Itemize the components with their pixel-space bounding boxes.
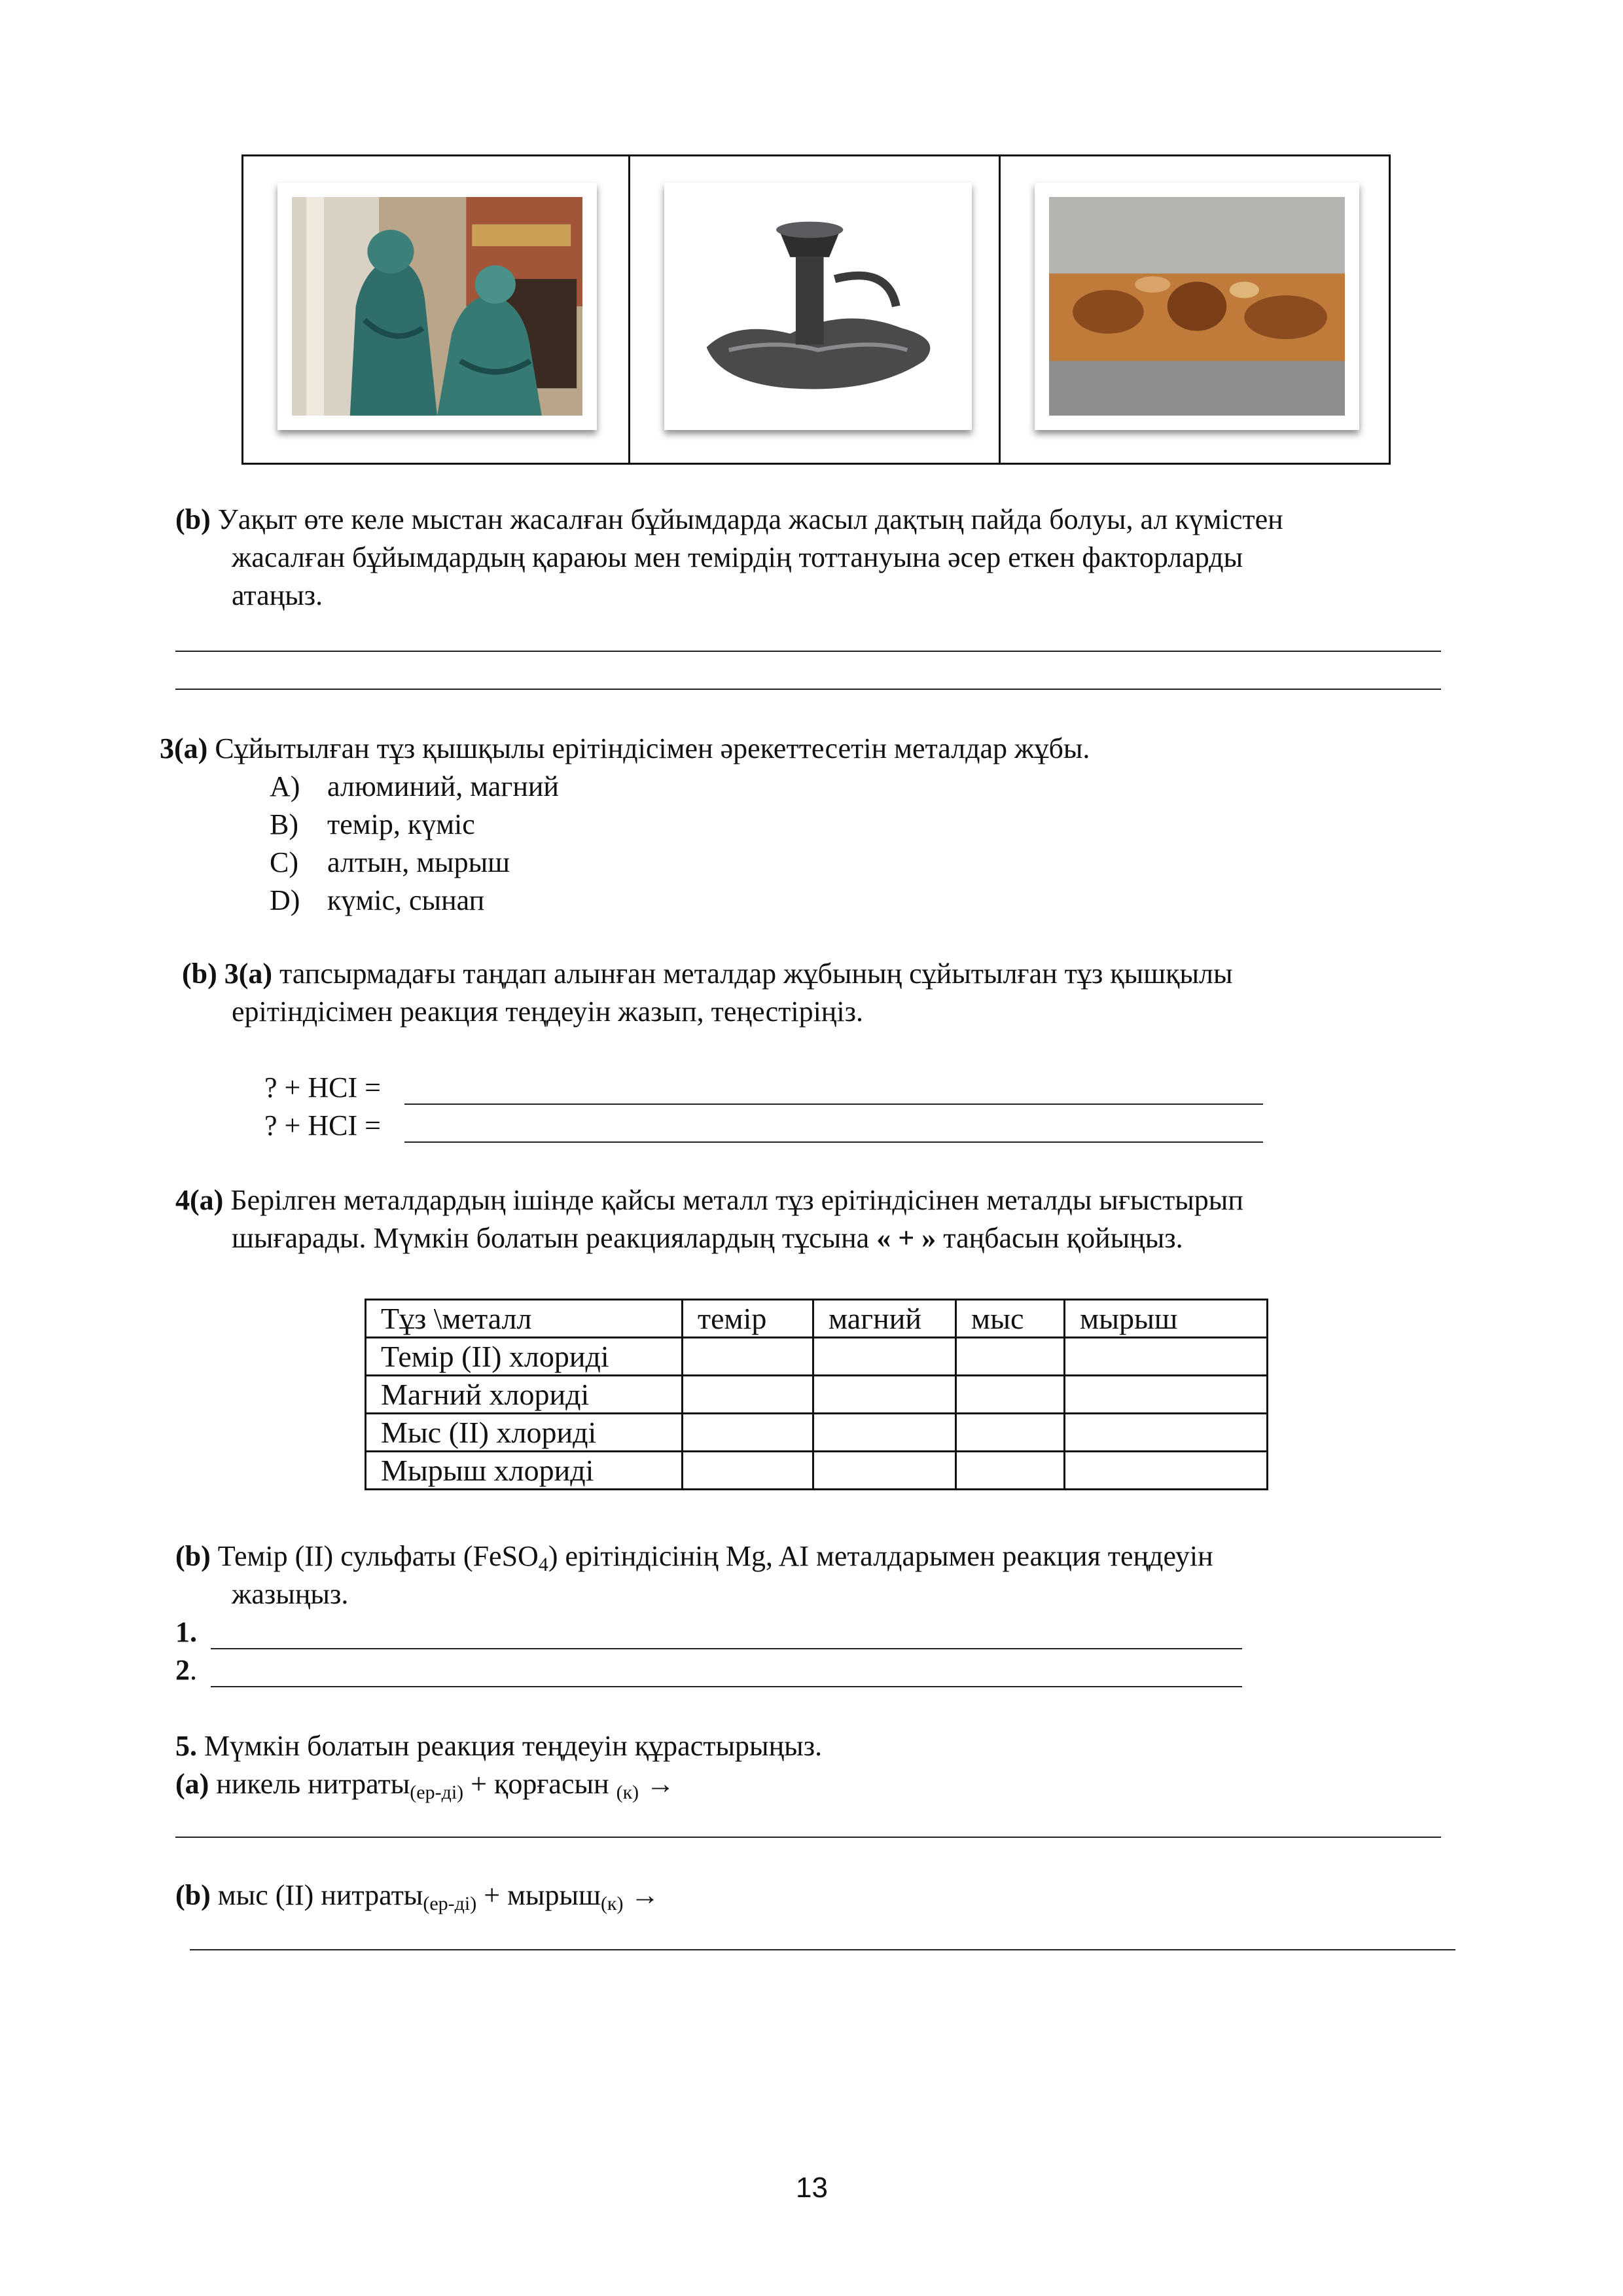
table-header-cell: мыс bbox=[956, 1300, 1065, 1338]
page-number: 13 bbox=[796, 2172, 828, 2204]
answer-number-2: 2. bbox=[175, 1654, 197, 1686]
q5b-reaction: (b) мыс (II) нитраты$_{(ер-ді)}$ + мырыш$_{(к)}$ → bbox=[175, 1879, 660, 1914]
rusty-pipe-photo bbox=[1035, 183, 1359, 430]
answer-cell[interactable] bbox=[1065, 1452, 1268, 1490]
answer-number-1: 1. bbox=[175, 1616, 197, 1648]
table-row bbox=[366, 1414, 1268, 1452]
row-label: Мырыш хлориді bbox=[366, 1452, 683, 1490]
q4b-line1: (b) Темір (II) сульфаты (FeSO$_4$) ерітіндісінің Mg, AI металдарымен реакция теңдеуін bbox=[175, 1540, 1213, 1575]
equation-2-answer-line[interactable] bbox=[404, 1141, 1263, 1143]
table-row bbox=[366, 1452, 1268, 1490]
image-cell bbox=[630, 156, 1001, 463]
table-row bbox=[366, 1376, 1268, 1414]
answer-line[interactable] bbox=[175, 651, 1441, 652]
row-label: Магний хлориді bbox=[366, 1376, 683, 1414]
q4a-line1: 4(а) Берілген металдардың ішінде қайсы металл тұз ерітіндісінен металды ығыстырып bbox=[175, 1184, 1243, 1216]
silver-candlestick-photo bbox=[664, 183, 972, 430]
equation-1-label: ? + HCI = bbox=[264, 1071, 381, 1103]
answer-cell[interactable] bbox=[683, 1338, 813, 1376]
q3b-line2: ерітіндісімен реакция теңдеуін жазып, теңестіріңіз. bbox=[232, 996, 863, 1028]
table-header-cell: мырыш bbox=[1065, 1300, 1268, 1338]
q5-question: 5. Мүмкін болатын реакция теңдеуін құрастырыңыз. bbox=[175, 1730, 823, 1762]
q5a-reaction: (a) никель нитраты$_{(ер-ді)}$ + қорғасын $_{(к)}$ → bbox=[175, 1768, 675, 1803]
option-b[interactable]: B) темір, күміс bbox=[270, 808, 475, 840]
answer-cell[interactable] bbox=[813, 1338, 956, 1376]
table-row bbox=[366, 1338, 1268, 1376]
equation-1-answer-line[interactable] bbox=[404, 1103, 1263, 1105]
option-c[interactable]: C) алтын, мырыш bbox=[270, 846, 510, 878]
answer-cell[interactable] bbox=[1065, 1376, 1268, 1414]
row-label: Мыс (II) хлориді bbox=[366, 1414, 683, 1452]
answer-cell[interactable] bbox=[1065, 1338, 1268, 1376]
row-label: Темір (II) хлориді bbox=[366, 1338, 683, 1376]
image-cell bbox=[243, 156, 630, 463]
option-d[interactable]: D) күміс, сынап bbox=[270, 884, 485, 916]
answer-cell[interactable] bbox=[813, 1376, 956, 1414]
image-cell bbox=[1001, 156, 1389, 463]
answer-line[interactable] bbox=[175, 689, 1441, 690]
q2b-line2: жасалған бұйымдардың қараюы мен темірдің тоттануына әсер еткен факторларды bbox=[232, 541, 1243, 573]
answer-cell[interactable] bbox=[956, 1338, 1065, 1376]
answer-cell[interactable] bbox=[956, 1376, 1065, 1414]
q2b-line1: (b) Уақыт өте келе мыстан жасалған бұйымдарда жасыл дақтың пайда болуы, ал күмістен bbox=[175, 503, 1283, 535]
table-header-cell: Тұз \металл bbox=[366, 1300, 683, 1338]
q3b-line1: (b) 3(a) тапсырмадағы таңдап алынған металдар жұбының сұйытылған тұз қышқылы bbox=[182, 958, 1233, 990]
image-table bbox=[241, 154, 1391, 465]
q5a-answer-line[interactable] bbox=[175, 1837, 1441, 1838]
table-header-cell: магний bbox=[813, 1300, 956, 1338]
q5b-answer-line[interactable] bbox=[190, 1949, 1455, 1950]
equation-2-label: ? + HCI = bbox=[264, 1109, 381, 1141]
answer-cell[interactable] bbox=[813, 1452, 956, 1490]
answer-cell[interactable] bbox=[956, 1414, 1065, 1452]
bronze-statues-photo bbox=[277, 183, 597, 430]
q3a-question: 3(а) Сұйытылған тұз қышқылы ерітіндісімен әрекеттесетін металдар жұбы. bbox=[160, 732, 1090, 764]
answer-line-1[interactable] bbox=[211, 1648, 1242, 1649]
answer-cell[interactable] bbox=[956, 1452, 1065, 1490]
option-a[interactable]: A) алюминий, магний bbox=[270, 770, 559, 802]
q2b-line3: атаңыз. bbox=[232, 579, 323, 611]
salt-metal-table bbox=[365, 1299, 1268, 1490]
answer-cell[interactable] bbox=[813, 1414, 956, 1452]
answer-cell[interactable] bbox=[1065, 1414, 1268, 1452]
answer-cell[interactable] bbox=[683, 1376, 813, 1414]
q4a-line2: шығарады. Мүмкін болатын реакциялардың тұсына « + » таңбасын қойыңыз. bbox=[232, 1222, 1183, 1254]
table-header-row bbox=[366, 1300, 1268, 1338]
answer-cell[interactable] bbox=[683, 1452, 813, 1490]
q4b-line2: жазыңыз. bbox=[232, 1578, 349, 1610]
table-header-cell: темір bbox=[683, 1300, 813, 1338]
answer-line-2[interactable] bbox=[211, 1686, 1242, 1687]
answer-cell[interactable] bbox=[683, 1414, 813, 1452]
